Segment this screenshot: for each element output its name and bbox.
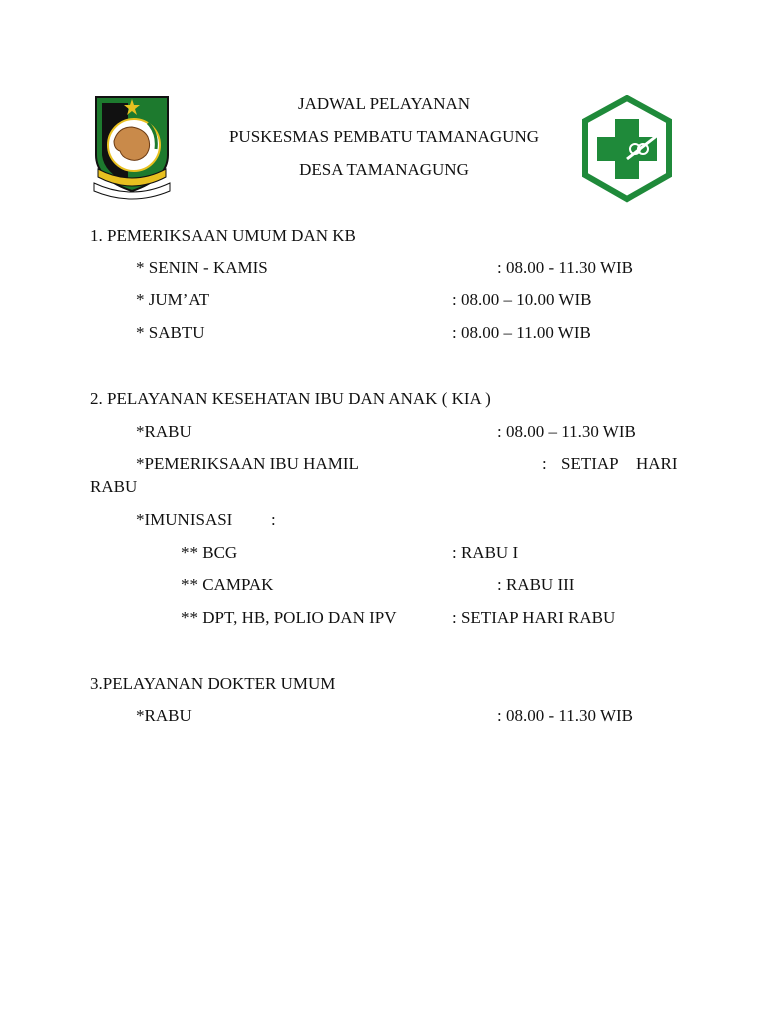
schedule-value-word: SETIAP: [561, 454, 619, 473]
sub-schedule-label: ** CAMPAK: [181, 575, 274, 594]
schedule-label: *IMUNISASI: [136, 510, 233, 529]
section-3-title: 3.PELAYANAN DOKTER UMUM: [90, 674, 336, 693]
schedule-label: * SENIN - KAMIS: [136, 258, 268, 277]
schedule-value-continuation: RABU: [90, 477, 138, 496]
schedule-colon: :: [542, 454, 547, 473]
schedule-label: *RABU: [136, 422, 192, 441]
schedule-value-word: HARI: [636, 454, 678, 473]
title-line-2: PUSKESMAS PEMBATU TAMANAGUNG: [228, 127, 540, 146]
schedule-value: : 08.00 - 11.30 WIB: [497, 258, 633, 277]
schedule-colon: :: [271, 510, 276, 529]
schedule-label: *PEMERIKSAAN IBU HAMIL: [136, 454, 359, 473]
sub-schedule-value: : RABU I: [452, 543, 519, 562]
section-2-title: 2. PELAYANAN KESEHATAN IBU DAN ANAK ( KIA ): [90, 389, 491, 408]
sub-schedule-value: : SETIAP HARI RABU: [452, 608, 616, 627]
sub-schedule-label: ** BCG: [181, 543, 238, 562]
sub-schedule-label: ** DPT, HB, POLIO DAN IPV: [181, 608, 397, 627]
schedule-label: * JUM’AT: [136, 290, 210, 309]
sub-schedule-value: : RABU III: [497, 575, 575, 594]
schedule-label: *RABU: [136, 706, 192, 725]
schedule-value: : 08.00 – 11.30 WIB: [497, 422, 636, 441]
schedule-label: * SABTU: [136, 323, 205, 342]
schedule-value: : 08.00 – 11.00 WIB: [452, 323, 591, 342]
schedule-value: : 08.00 – 10.00 WIB: [452, 290, 592, 309]
title-line-3: DESA TAMANAGUNG: [299, 160, 469, 179]
schedule-value: : 08.00 - 11.30 WIB: [497, 706, 633, 725]
title-line-1: JADWAL PELAYANAN: [297, 94, 471, 113]
section-1-title: 1. PEMERIKSAAN UMUM DAN KB: [90, 226, 356, 245]
